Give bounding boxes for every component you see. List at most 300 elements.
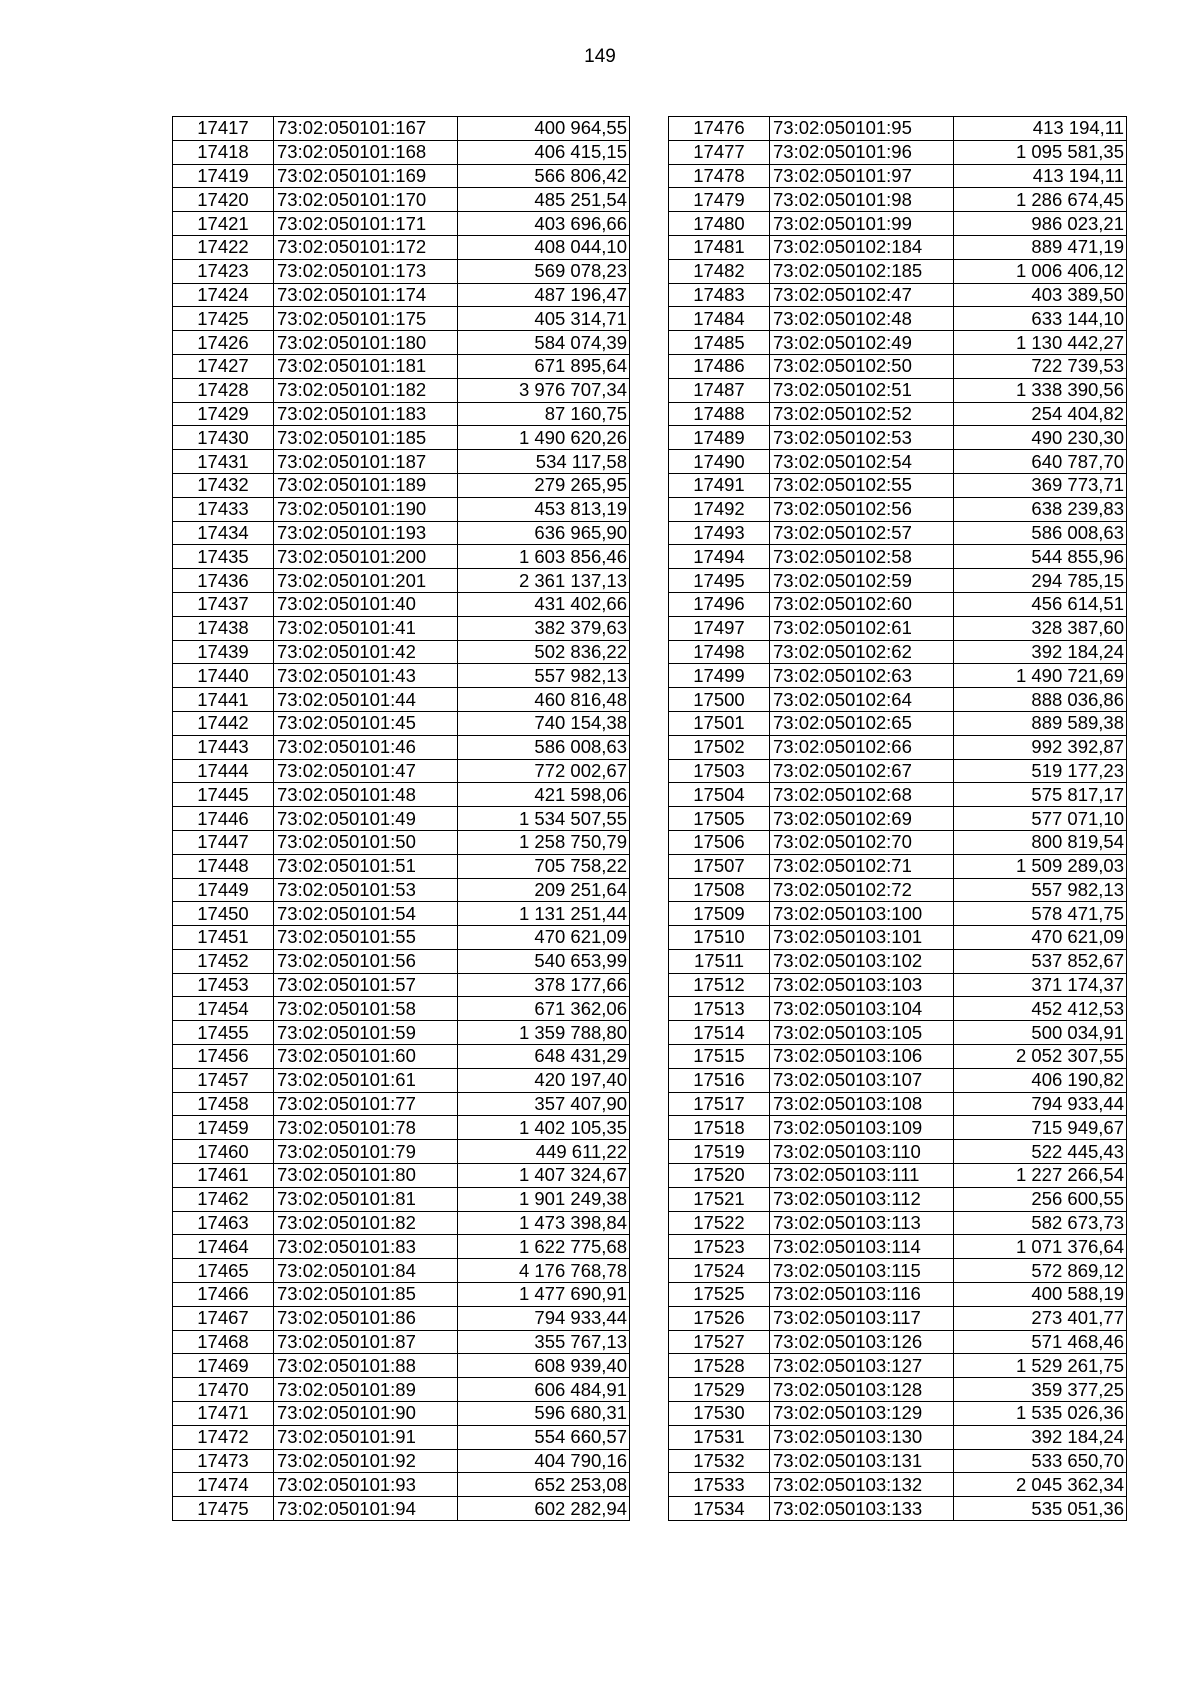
row-number-cell: 17419 bbox=[173, 164, 274, 188]
row-number-cell: 17492 bbox=[669, 497, 770, 521]
row-number-cell: 17531 bbox=[669, 1425, 770, 1449]
value-cell: 1 535 026,36 bbox=[954, 1402, 1127, 1426]
value-cell: 254 404,82 bbox=[954, 402, 1127, 426]
cadastral-number-cell: 73:02:050101:78 bbox=[274, 1116, 458, 1140]
row-number-cell: 17486 bbox=[669, 354, 770, 378]
cadastral-number-cell: 73:02:050102:60 bbox=[770, 592, 954, 616]
row-number-cell: 17479 bbox=[669, 188, 770, 212]
cadastral-number-cell: 73:02:050101:193 bbox=[274, 521, 458, 545]
value-cell: 557 982,13 bbox=[954, 878, 1127, 902]
cadastral-number-cell: 73:02:050101:174 bbox=[274, 283, 458, 307]
cadastral-number-cell: 73:02:050101:170 bbox=[274, 188, 458, 212]
row-number-cell: 17471 bbox=[173, 1402, 274, 1426]
row-number-cell: 17451 bbox=[173, 926, 274, 950]
value-cell: 485 251,54 bbox=[458, 188, 630, 212]
table-row bbox=[669, 354, 1127, 378]
row-number-cell: 17525 bbox=[669, 1283, 770, 1307]
row-number-cell: 17493 bbox=[669, 521, 770, 545]
value-cell: 602 282,94 bbox=[458, 1497, 630, 1521]
value-cell: 2 045 362,34 bbox=[954, 1473, 1127, 1497]
cadastral-number-cell: 73:02:050102:69 bbox=[770, 807, 954, 831]
cadastral-number-cell: 73:02:050103:117 bbox=[770, 1306, 954, 1330]
value-cell: 1 286 674,45 bbox=[954, 188, 1127, 212]
cadastral-number-cell: 73:02:050102:184 bbox=[770, 235, 954, 259]
row-number-cell: 17523 bbox=[669, 1235, 770, 1259]
value-cell: 584 074,39 bbox=[458, 331, 630, 355]
table-row bbox=[669, 117, 1127, 141]
value-cell: 359 377,25 bbox=[954, 1378, 1127, 1402]
row-number-cell: 17517 bbox=[669, 1092, 770, 1116]
row-number-cell: 17505 bbox=[669, 807, 770, 831]
table-row bbox=[669, 878, 1127, 902]
row-number-cell: 17465 bbox=[173, 1259, 274, 1283]
left-table-body bbox=[173, 117, 630, 1521]
cadastral-number-cell: 73:02:050101:200 bbox=[274, 545, 458, 569]
table-row bbox=[173, 1068, 630, 1092]
row-number-cell: 17440 bbox=[173, 664, 274, 688]
cadastral-number-cell: 73:02:050101:175 bbox=[274, 307, 458, 331]
value-cell: 413 194,11 bbox=[954, 117, 1127, 141]
table-row bbox=[173, 259, 630, 283]
row-number-cell: 17417 bbox=[173, 117, 274, 141]
value-cell: 420 197,40 bbox=[458, 1068, 630, 1092]
cadastral-number-cell: 73:02:050102:56 bbox=[770, 497, 954, 521]
value-cell: 2 361 137,13 bbox=[458, 569, 630, 593]
table-row bbox=[669, 473, 1127, 497]
table-row bbox=[669, 164, 1127, 188]
value-cell: 986 023,21 bbox=[954, 212, 1127, 236]
table-row bbox=[173, 1259, 630, 1283]
cadastral-number-cell: 73:02:050102:72 bbox=[770, 878, 954, 902]
cadastral-number-cell: 73:02:050102:63 bbox=[770, 664, 954, 688]
table-row bbox=[669, 1378, 1127, 1402]
row-number-cell: 17484 bbox=[669, 307, 770, 331]
row-number-cell: 17423 bbox=[173, 259, 274, 283]
value-cell: 1 529 261,75 bbox=[954, 1354, 1127, 1378]
cadastral-number-cell: 73:02:050102:51 bbox=[770, 378, 954, 402]
table-row bbox=[173, 1473, 630, 1497]
row-number-cell: 17458 bbox=[173, 1092, 274, 1116]
cadastral-number-cell: 73:02:050102:49 bbox=[770, 331, 954, 355]
value-cell: 400 588,19 bbox=[954, 1283, 1127, 1307]
value-cell: 279 265,95 bbox=[458, 473, 630, 497]
cadastral-number-cell: 73:02:050103:100 bbox=[770, 902, 954, 926]
value-cell: 537 852,67 bbox=[954, 949, 1127, 973]
value-cell: 586 008,63 bbox=[954, 521, 1127, 545]
table-row bbox=[173, 497, 630, 521]
row-number-cell: 17418 bbox=[173, 140, 274, 164]
table-row bbox=[669, 1259, 1127, 1283]
value-cell: 582 673,73 bbox=[954, 1211, 1127, 1235]
row-number-cell: 17464 bbox=[173, 1235, 274, 1259]
row-number-cell: 17478 bbox=[669, 164, 770, 188]
table-row bbox=[669, 830, 1127, 854]
row-number-cell: 17443 bbox=[173, 735, 274, 759]
row-number-cell: 17501 bbox=[669, 711, 770, 735]
row-number-cell: 17532 bbox=[669, 1449, 770, 1473]
table-row bbox=[669, 497, 1127, 521]
row-number-cell: 17425 bbox=[173, 307, 274, 331]
row-number-cell: 17500 bbox=[669, 688, 770, 712]
cadastral-number-cell: 73:02:050101:44 bbox=[274, 688, 458, 712]
row-number-cell: 17510 bbox=[669, 926, 770, 950]
value-cell: 572 869,12 bbox=[954, 1259, 1127, 1283]
row-number-cell: 17534 bbox=[669, 1497, 770, 1521]
cadastral-number-cell: 73:02:050101:95 bbox=[770, 117, 954, 141]
table-row bbox=[669, 569, 1127, 593]
row-number-cell: 17524 bbox=[669, 1259, 770, 1283]
value-cell: 648 431,29 bbox=[458, 1045, 630, 1069]
value-cell: 533 650,70 bbox=[954, 1449, 1127, 1473]
cadastral-number-cell: 73:02:050101:183 bbox=[274, 402, 458, 426]
cadastral-number-cell: 73:02:050101:48 bbox=[274, 783, 458, 807]
value-cell: 557 982,13 bbox=[458, 664, 630, 688]
row-number-cell: 17460 bbox=[173, 1140, 274, 1164]
row-number-cell: 17420 bbox=[173, 188, 274, 212]
cadastral-number-cell: 73:02:050103:127 bbox=[770, 1354, 954, 1378]
table-row bbox=[669, 1164, 1127, 1188]
row-number-cell: 17428 bbox=[173, 378, 274, 402]
cadastral-number-cell: 73:02:050102:53 bbox=[770, 426, 954, 450]
value-cell: 794 933,44 bbox=[954, 1092, 1127, 1116]
cadastral-number-cell: 73:02:050101:172 bbox=[274, 235, 458, 259]
table-row bbox=[173, 783, 630, 807]
value-cell: 470 621,09 bbox=[954, 926, 1127, 950]
table-row bbox=[173, 545, 630, 569]
table-row bbox=[669, 402, 1127, 426]
row-number-cell: 17421 bbox=[173, 212, 274, 236]
value-cell: 449 611,22 bbox=[458, 1140, 630, 1164]
row-number-cell: 17461 bbox=[173, 1164, 274, 1188]
cadastral-number-cell: 73:02:050101:169 bbox=[274, 164, 458, 188]
row-number-cell: 17439 bbox=[173, 640, 274, 664]
cadastral-number-cell: 73:02:050101:180 bbox=[274, 331, 458, 355]
table-row bbox=[173, 807, 630, 831]
table-row bbox=[173, 283, 630, 307]
value-cell: 715 949,67 bbox=[954, 1116, 1127, 1140]
row-number-cell: 17453 bbox=[173, 973, 274, 997]
value-cell: 671 895,64 bbox=[458, 354, 630, 378]
table-row bbox=[173, 140, 630, 164]
table-row bbox=[173, 1449, 630, 1473]
cadastral-number-cell: 73:02:050101:60 bbox=[274, 1045, 458, 1069]
table-row bbox=[173, 1140, 630, 1164]
cadastral-number-cell: 73:02:050101:79 bbox=[274, 1140, 458, 1164]
table-row bbox=[669, 378, 1127, 402]
cadastral-number-cell: 73:02:050101:173 bbox=[274, 259, 458, 283]
row-number-cell: 17494 bbox=[669, 545, 770, 569]
cadastral-number-cell: 73:02:050103:131 bbox=[770, 1449, 954, 1473]
cadastral-number-cell: 73:02:050103:111 bbox=[770, 1164, 954, 1188]
table-row bbox=[173, 688, 630, 712]
row-number-cell: 17474 bbox=[173, 1473, 274, 1497]
value-cell: 406 190,82 bbox=[954, 1068, 1127, 1092]
table-row bbox=[669, 235, 1127, 259]
table-row bbox=[173, 402, 630, 426]
table-row bbox=[669, 997, 1127, 1021]
value-cell: 554 660,57 bbox=[458, 1425, 630, 1449]
value-cell: 800 819,54 bbox=[954, 830, 1127, 854]
cadastral-number-cell: 73:02:050101:51 bbox=[274, 854, 458, 878]
cadastral-number-cell: 73:02:050102:61 bbox=[770, 616, 954, 640]
value-cell: 294 785,15 bbox=[954, 569, 1127, 593]
table-row bbox=[173, 450, 630, 474]
value-cell: 566 806,42 bbox=[458, 164, 630, 188]
value-cell: 705 758,22 bbox=[458, 854, 630, 878]
cadastral-number-cell: 73:02:050102:47 bbox=[770, 283, 954, 307]
value-cell: 888 036,86 bbox=[954, 688, 1127, 712]
table-row bbox=[669, 1473, 1127, 1497]
value-cell: 487 196,47 bbox=[458, 283, 630, 307]
table-row bbox=[669, 545, 1127, 569]
cadastral-number-cell: 73:02:050101:49 bbox=[274, 807, 458, 831]
row-number-cell: 17424 bbox=[173, 283, 274, 307]
value-cell: 575 817,17 bbox=[954, 783, 1127, 807]
row-number-cell: 17442 bbox=[173, 711, 274, 735]
cadastral-number-cell: 73:02:050101:77 bbox=[274, 1092, 458, 1116]
row-number-cell: 17476 bbox=[669, 117, 770, 141]
row-number-cell: 17435 bbox=[173, 545, 274, 569]
table-row bbox=[173, 307, 630, 331]
table-row bbox=[669, 1402, 1127, 1426]
value-cell: 256 600,55 bbox=[954, 1187, 1127, 1211]
row-number-cell: 17450 bbox=[173, 902, 274, 926]
value-cell: 369 773,71 bbox=[954, 473, 1127, 497]
table-row bbox=[669, 1306, 1127, 1330]
cadastral-number-cell: 73:02:050101:99 bbox=[770, 212, 954, 236]
value-cell: 421 598,06 bbox=[458, 783, 630, 807]
cadastral-number-cell: 73:02:050101:97 bbox=[770, 164, 954, 188]
value-cell: 535 051,36 bbox=[954, 1497, 1127, 1521]
row-number-cell: 17433 bbox=[173, 497, 274, 521]
table-row bbox=[669, 759, 1127, 783]
row-number-cell: 17520 bbox=[669, 1164, 770, 1188]
table-row bbox=[173, 354, 630, 378]
cadastral-number-cell: 73:02:050102:48 bbox=[770, 307, 954, 331]
value-cell: 456 614,51 bbox=[954, 592, 1127, 616]
value-cell: 403 696,66 bbox=[458, 212, 630, 236]
cadastral-number-cell: 73:02:050101:167 bbox=[274, 117, 458, 141]
value-cell: 87 160,75 bbox=[458, 402, 630, 426]
cadastral-number-cell: 73:02:050101:85 bbox=[274, 1283, 458, 1307]
table-row bbox=[173, 926, 630, 950]
row-number-cell: 17533 bbox=[669, 1473, 770, 1497]
cadastral-number-cell: 73:02:050101:82 bbox=[274, 1211, 458, 1235]
table-row bbox=[669, 926, 1127, 950]
table-row bbox=[173, 1402, 630, 1426]
cadastral-number-cell: 73:02:050103:132 bbox=[770, 1473, 954, 1497]
table-row bbox=[173, 117, 630, 141]
row-number-cell: 17491 bbox=[669, 473, 770, 497]
value-cell: 740 154,38 bbox=[458, 711, 630, 735]
table-row bbox=[669, 783, 1127, 807]
cadastral-number-cell: 73:02:050101:47 bbox=[274, 759, 458, 783]
cadastral-number-cell: 73:02:050101:168 bbox=[274, 140, 458, 164]
cadastral-number-cell: 73:02:050101:41 bbox=[274, 616, 458, 640]
table-row bbox=[669, 1021, 1127, 1045]
row-number-cell: 17503 bbox=[669, 759, 770, 783]
cadastral-number-cell: 73:02:050101:57 bbox=[274, 973, 458, 997]
table-row bbox=[669, 1116, 1127, 1140]
table-row bbox=[173, 1235, 630, 1259]
value-cell: 3 976 707,34 bbox=[458, 378, 630, 402]
value-cell: 569 078,23 bbox=[458, 259, 630, 283]
row-number-cell: 17467 bbox=[173, 1306, 274, 1330]
row-number-cell: 17477 bbox=[669, 140, 770, 164]
cadastral-number-cell: 73:02:050103:101 bbox=[770, 926, 954, 950]
value-cell: 328 387,60 bbox=[954, 616, 1127, 640]
row-number-cell: 17455 bbox=[173, 1021, 274, 1045]
table-row bbox=[669, 259, 1127, 283]
cadastral-number-cell: 73:02:050101:61 bbox=[274, 1068, 458, 1092]
value-cell: 540 653,99 bbox=[458, 949, 630, 973]
cadastral-number-cell: 73:02:050103:126 bbox=[770, 1330, 954, 1354]
cadastral-number-cell: 73:02:050103:116 bbox=[770, 1283, 954, 1307]
cadastral-number-cell: 73:02:050101:90 bbox=[274, 1402, 458, 1426]
value-cell: 355 767,13 bbox=[458, 1330, 630, 1354]
table-row bbox=[669, 1140, 1127, 1164]
row-number-cell: 17472 bbox=[173, 1425, 274, 1449]
value-cell: 357 407,90 bbox=[458, 1092, 630, 1116]
table-row bbox=[669, 1068, 1127, 1092]
table-row bbox=[669, 1045, 1127, 1069]
table-row bbox=[669, 521, 1127, 545]
table-row bbox=[669, 1449, 1127, 1473]
value-cell: 794 933,44 bbox=[458, 1306, 630, 1330]
row-number-cell: 17495 bbox=[669, 569, 770, 593]
table-row bbox=[173, 1378, 630, 1402]
row-number-cell: 17485 bbox=[669, 331, 770, 355]
value-cell: 534 117,58 bbox=[458, 450, 630, 474]
value-cell: 608 939,40 bbox=[458, 1354, 630, 1378]
value-cell: 596 680,31 bbox=[458, 1402, 630, 1426]
row-number-cell: 17462 bbox=[173, 1187, 274, 1211]
table-row bbox=[173, 1092, 630, 1116]
row-number-cell: 17482 bbox=[669, 259, 770, 283]
table-row bbox=[173, 1211, 630, 1235]
table-row bbox=[669, 1330, 1127, 1354]
value-cell: 413 194,11 bbox=[954, 164, 1127, 188]
value-cell: 209 251,64 bbox=[458, 878, 630, 902]
cadastral-number-cell: 73:02:050101:45 bbox=[274, 711, 458, 735]
cadastral-number-cell: 73:02:050101:59 bbox=[274, 1021, 458, 1045]
value-cell: 578 471,75 bbox=[954, 902, 1127, 926]
table-row bbox=[173, 592, 630, 616]
cadastral-number-cell: 73:02:050103:104 bbox=[770, 997, 954, 1021]
row-number-cell: 17516 bbox=[669, 1068, 770, 1092]
cadastral-number-cell: 73:02:050101:181 bbox=[274, 354, 458, 378]
table-row bbox=[669, 331, 1127, 355]
value-cell: 772 002,67 bbox=[458, 759, 630, 783]
row-number-cell: 17470 bbox=[173, 1378, 274, 1402]
row-number-cell: 17515 bbox=[669, 1045, 770, 1069]
row-number-cell: 17502 bbox=[669, 735, 770, 759]
cadastral-number-cell: 73:02:050103:113 bbox=[770, 1211, 954, 1235]
row-number-cell: 17506 bbox=[669, 830, 770, 854]
value-cell: 392 184,24 bbox=[954, 640, 1127, 664]
value-cell: 1 622 775,68 bbox=[458, 1235, 630, 1259]
cadastral-number-cell: 73:02:050101:80 bbox=[274, 1164, 458, 1188]
cadastral-number-cell: 73:02:050101:190 bbox=[274, 497, 458, 521]
table-row bbox=[173, 1021, 630, 1045]
value-cell: 1 490 721,69 bbox=[954, 664, 1127, 688]
cadastral-number-cell: 73:02:050103:130 bbox=[770, 1425, 954, 1449]
value-cell: 544 855,96 bbox=[954, 545, 1127, 569]
row-number-cell: 17431 bbox=[173, 450, 274, 474]
value-cell: 522 445,43 bbox=[954, 1140, 1127, 1164]
row-number-cell: 17507 bbox=[669, 854, 770, 878]
value-cell: 1 095 581,35 bbox=[954, 140, 1127, 164]
table-row bbox=[173, 1306, 630, 1330]
cadastral-number-cell: 73:02:050101:94 bbox=[274, 1497, 458, 1521]
row-number-cell: 17519 bbox=[669, 1140, 770, 1164]
value-cell: 500 034,91 bbox=[954, 1021, 1127, 1045]
value-cell: 273 401,77 bbox=[954, 1306, 1127, 1330]
table-row bbox=[669, 949, 1127, 973]
cadastral-number-cell: 73:02:050103:114 bbox=[770, 1235, 954, 1259]
table-row bbox=[669, 450, 1127, 474]
row-number-cell: 17449 bbox=[173, 878, 274, 902]
row-number-cell: 17422 bbox=[173, 235, 274, 259]
value-cell: 1 071 376,64 bbox=[954, 1235, 1127, 1259]
row-number-cell: 17522 bbox=[669, 1211, 770, 1235]
cadastral-number-cell: 73:02:050101:171 bbox=[274, 212, 458, 236]
table-row bbox=[669, 1354, 1127, 1378]
row-number-cell: 17437 bbox=[173, 592, 274, 616]
value-cell: 640 787,70 bbox=[954, 450, 1127, 474]
row-number-cell: 17511 bbox=[669, 949, 770, 973]
cadastral-number-cell: 73:02:050103:106 bbox=[770, 1045, 954, 1069]
row-number-cell: 17521 bbox=[669, 1187, 770, 1211]
table-row bbox=[173, 331, 630, 355]
table-row bbox=[173, 759, 630, 783]
cadastral-number-cell: 73:02:050101:189 bbox=[274, 473, 458, 497]
left-register-table bbox=[172, 116, 630, 1521]
value-cell: 470 621,09 bbox=[458, 926, 630, 950]
table-row bbox=[173, 378, 630, 402]
value-cell: 638 239,83 bbox=[954, 497, 1127, 521]
cadastral-number-cell: 73:02:050101:88 bbox=[274, 1354, 458, 1378]
row-number-cell: 17481 bbox=[669, 235, 770, 259]
value-cell: 1 473 398,84 bbox=[458, 1211, 630, 1235]
cadastral-number-cell: 73:02:050102:70 bbox=[770, 830, 954, 854]
row-number-cell: 17432 bbox=[173, 473, 274, 497]
table-row bbox=[669, 188, 1127, 212]
table-row bbox=[173, 473, 630, 497]
table-row bbox=[669, 735, 1127, 759]
right-register-table bbox=[668, 116, 1127, 1521]
table-row bbox=[669, 711, 1127, 735]
value-cell: 636 965,90 bbox=[458, 521, 630, 545]
cadastral-number-cell: 73:02:050101:46 bbox=[274, 735, 458, 759]
table-row bbox=[173, 1045, 630, 1069]
value-cell: 1 227 266,54 bbox=[954, 1164, 1127, 1188]
cadastral-number-cell: 73:02:050103:133 bbox=[770, 1497, 954, 1521]
table-row bbox=[173, 1425, 630, 1449]
row-number-cell: 17513 bbox=[669, 997, 770, 1021]
cadastral-number-cell: 73:02:050102:59 bbox=[770, 569, 954, 593]
value-cell: 400 964,55 bbox=[458, 117, 630, 141]
table-row bbox=[173, 664, 630, 688]
table-row bbox=[173, 830, 630, 854]
row-number-cell: 17444 bbox=[173, 759, 274, 783]
value-cell: 606 484,91 bbox=[458, 1378, 630, 1402]
table-row bbox=[173, 949, 630, 973]
row-number-cell: 17508 bbox=[669, 878, 770, 902]
value-cell: 1 534 507,55 bbox=[458, 807, 630, 831]
table-row bbox=[173, 878, 630, 902]
row-number-cell: 17530 bbox=[669, 1402, 770, 1426]
